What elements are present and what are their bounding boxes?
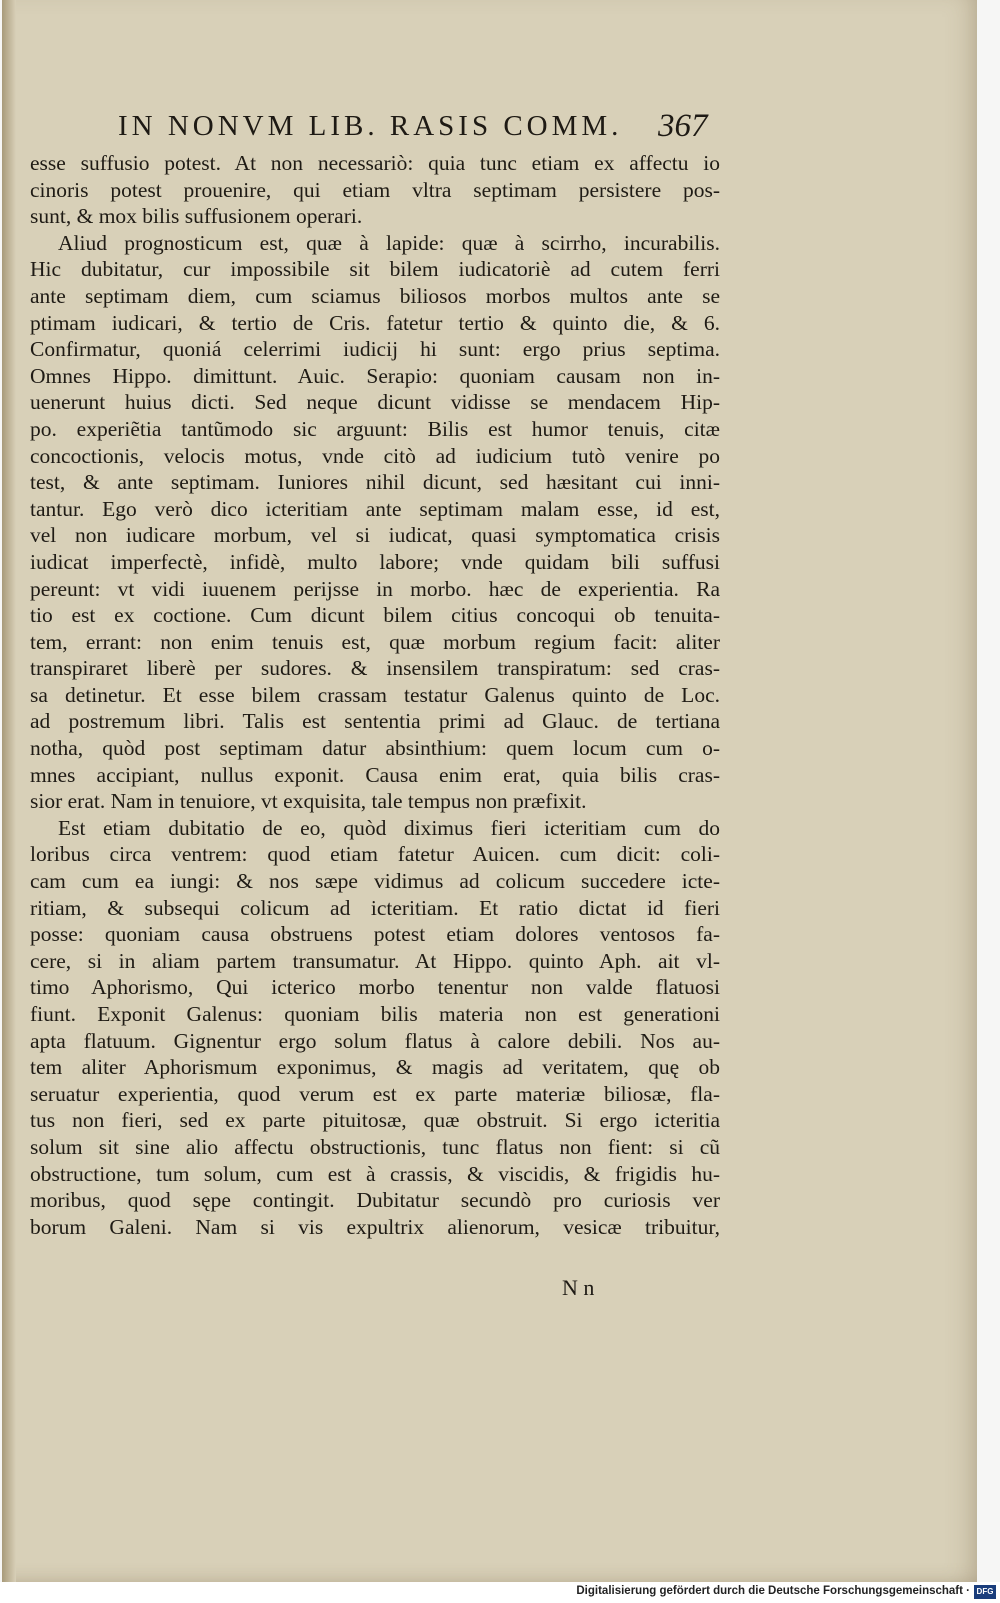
text-line: tus non fieri, sed ex parte pituitosæ, quæ obstruit. Si ergo icteritia <box>30 1108 720 1133</box>
text-line: obstructione, tum solum, cum est à crassis, & viscidis, & frigidis hu- <box>30 1161 720 1186</box>
text-line: vel non iudicare morbum, vel si iudicat, quasi symptomatica crisis <box>30 523 720 548</box>
text-line: tem aliter Aphorismum exponimus, & magis ad veritatem, quę ob <box>30 1055 720 1080</box>
text-line: esse suffusio potest. At non necessariò: quia tunc etiam ex affectu io <box>30 151 720 175</box>
text-line: concoctionis, velocis motus, vnde citò ad iudicium tutò venire po <box>30 443 720 468</box>
text-line: tantur. Ego verò dico icteritiam ante septimam malam esse, id est, <box>30 496 720 521</box>
text-line: fiunt. Exponit Galenus: quoniam bilis materia non est generationi <box>30 1002 720 1026</box>
text-line: Hic dubitatur, cur impossibile sit bilem iudicatoriè ad cutem ferri <box>30 257 720 282</box>
dfg-logo-icon: DFG <box>974 1585 996 1599</box>
text-line: po. experiẽtia tantũmodo sic arguunt: Bilis est humor tenuis, citæ <box>30 416 720 441</box>
text-line: transpiraret liberè per sudores. & insensilem transpiratum: sed cras- <box>30 656 720 681</box>
funding-credit: Digitalisierung gefördert durch die Deutsche Forschungsgemeinschaft · <box>576 1585 970 1597</box>
page-number: 367 <box>658 108 708 144</box>
text-line: sa detinetur. Et esse bilem crassam testatur Galenus quinto de Loc. <box>30 682 720 707</box>
text-line: tem, errant: non enim tenuis est, quæ morbum regium facit: aliter <box>30 629 720 654</box>
text-line: uenerunt huius dicti. Sed neque dicunt vidisse se mendacem Hip- <box>30 390 720 415</box>
text-line: cam cum ea iungi: & nos sæpe vidimus ad colicum succedere icte- <box>30 869 720 894</box>
text-line: tio est ex coctione. Cum dicunt bilem citius concoqui ob tenuita- <box>30 603 720 628</box>
text-line: ante septimam diem, cum sciamus biliosos morbos multos ante se <box>30 283 720 308</box>
text-line: pereunt: vt vidi iuuenem perijsse in morbo. hæc de experientia. Ra <box>30 576 720 601</box>
text-line: cere, si in aliam partem transumatur. At Hippo. quinto Aph. ait vl- <box>30 948 720 973</box>
footer-bar <box>0 1582 1000 1603</box>
body-text <box>30 150 720 1240</box>
text-line: ptimam iudicari, & tertio de Cris. fatetur tertio & quinto die, & 6. <box>30 310 720 335</box>
text-line: sior erat. Nam in tenuiore, vt exquisita, tale tempus non præfixit. <box>30 789 587 814</box>
text-line: test, & ante septimam. Iuniores nihil dicunt, sed hæsitant cui inni- <box>30 470 720 495</box>
text-line: loribus circa ventrem: quod etiam fatetur Auicen. cum dicit: coli- <box>30 842 720 867</box>
text-line: ad postremum libri. Talis est sententia primi ad Glauc. de tertiana <box>30 709 720 734</box>
text-line: posse: quoniam causa obstruens potest etiam dolores ventosos fa- <box>30 922 720 947</box>
text-line: Est etiam dubitatio de eo, quòd diximus fieri icteritiam cum do <box>58 815 720 840</box>
text-line: borum Galeni. Nam si vis expultrix alienorum, vesicæ tribuitur, <box>30 1214 720 1239</box>
text-line: cinoris potest prouenire, qui etiam vltra septimam persistere pos- <box>30 177 720 202</box>
text-line: moribus, quod sępe contingit. Dubitatur secundò pro curiosis ver <box>30 1188 720 1213</box>
text-line: sunt, & mox bilis suffusionem operari. <box>30 204 363 229</box>
text-line: Omnes Hippo. dimittunt. Auic. Serapio: quoniam causam non in- <box>30 363 720 388</box>
text-line: apta flatuum. Gignentur ergo solum flatus à calore debili. Nos au- <box>30 1028 720 1053</box>
page-gutter-shadow <box>2 0 16 1582</box>
text-line: Aliud prognosticum est, quæ à lapide: quæ à scirrho, incurabilis. <box>58 230 720 255</box>
text-line: iudicat imperfectè, infidè, multo labore; vnde quidam bili suffusi <box>30 549 720 574</box>
text-line: notha, quòd post septimam datur absinthium: quem locum cum o- <box>30 736 720 761</box>
text-line: timo Aphorismo, Qui icterico morbo tenentur non valde flatuosi <box>30 975 720 1000</box>
text-line: seruatur experientia, quod verum est ex parte materiæ biliosæ, fla- <box>30 1081 720 1106</box>
text-line: mnes accipiant, nullus exponit. Causa enim erat, quia bilis cras- <box>30 762 720 787</box>
text-line: Confirmatur, quoniá celerrimi iudicij hi sunt: ergo prius septima. <box>30 337 720 362</box>
text-line: solum sit sine alio affectu obstructionis, tunc flatus non fient: si cũ <box>30 1134 720 1159</box>
running-head: IN NONVM LIB. RASIS COMM. <box>118 110 623 142</box>
catchword: N n <box>562 1275 595 1300</box>
text-line: ritiam, & subsequi colicum ad icteritiam. Et ratio dictat id fieri <box>30 895 720 920</box>
